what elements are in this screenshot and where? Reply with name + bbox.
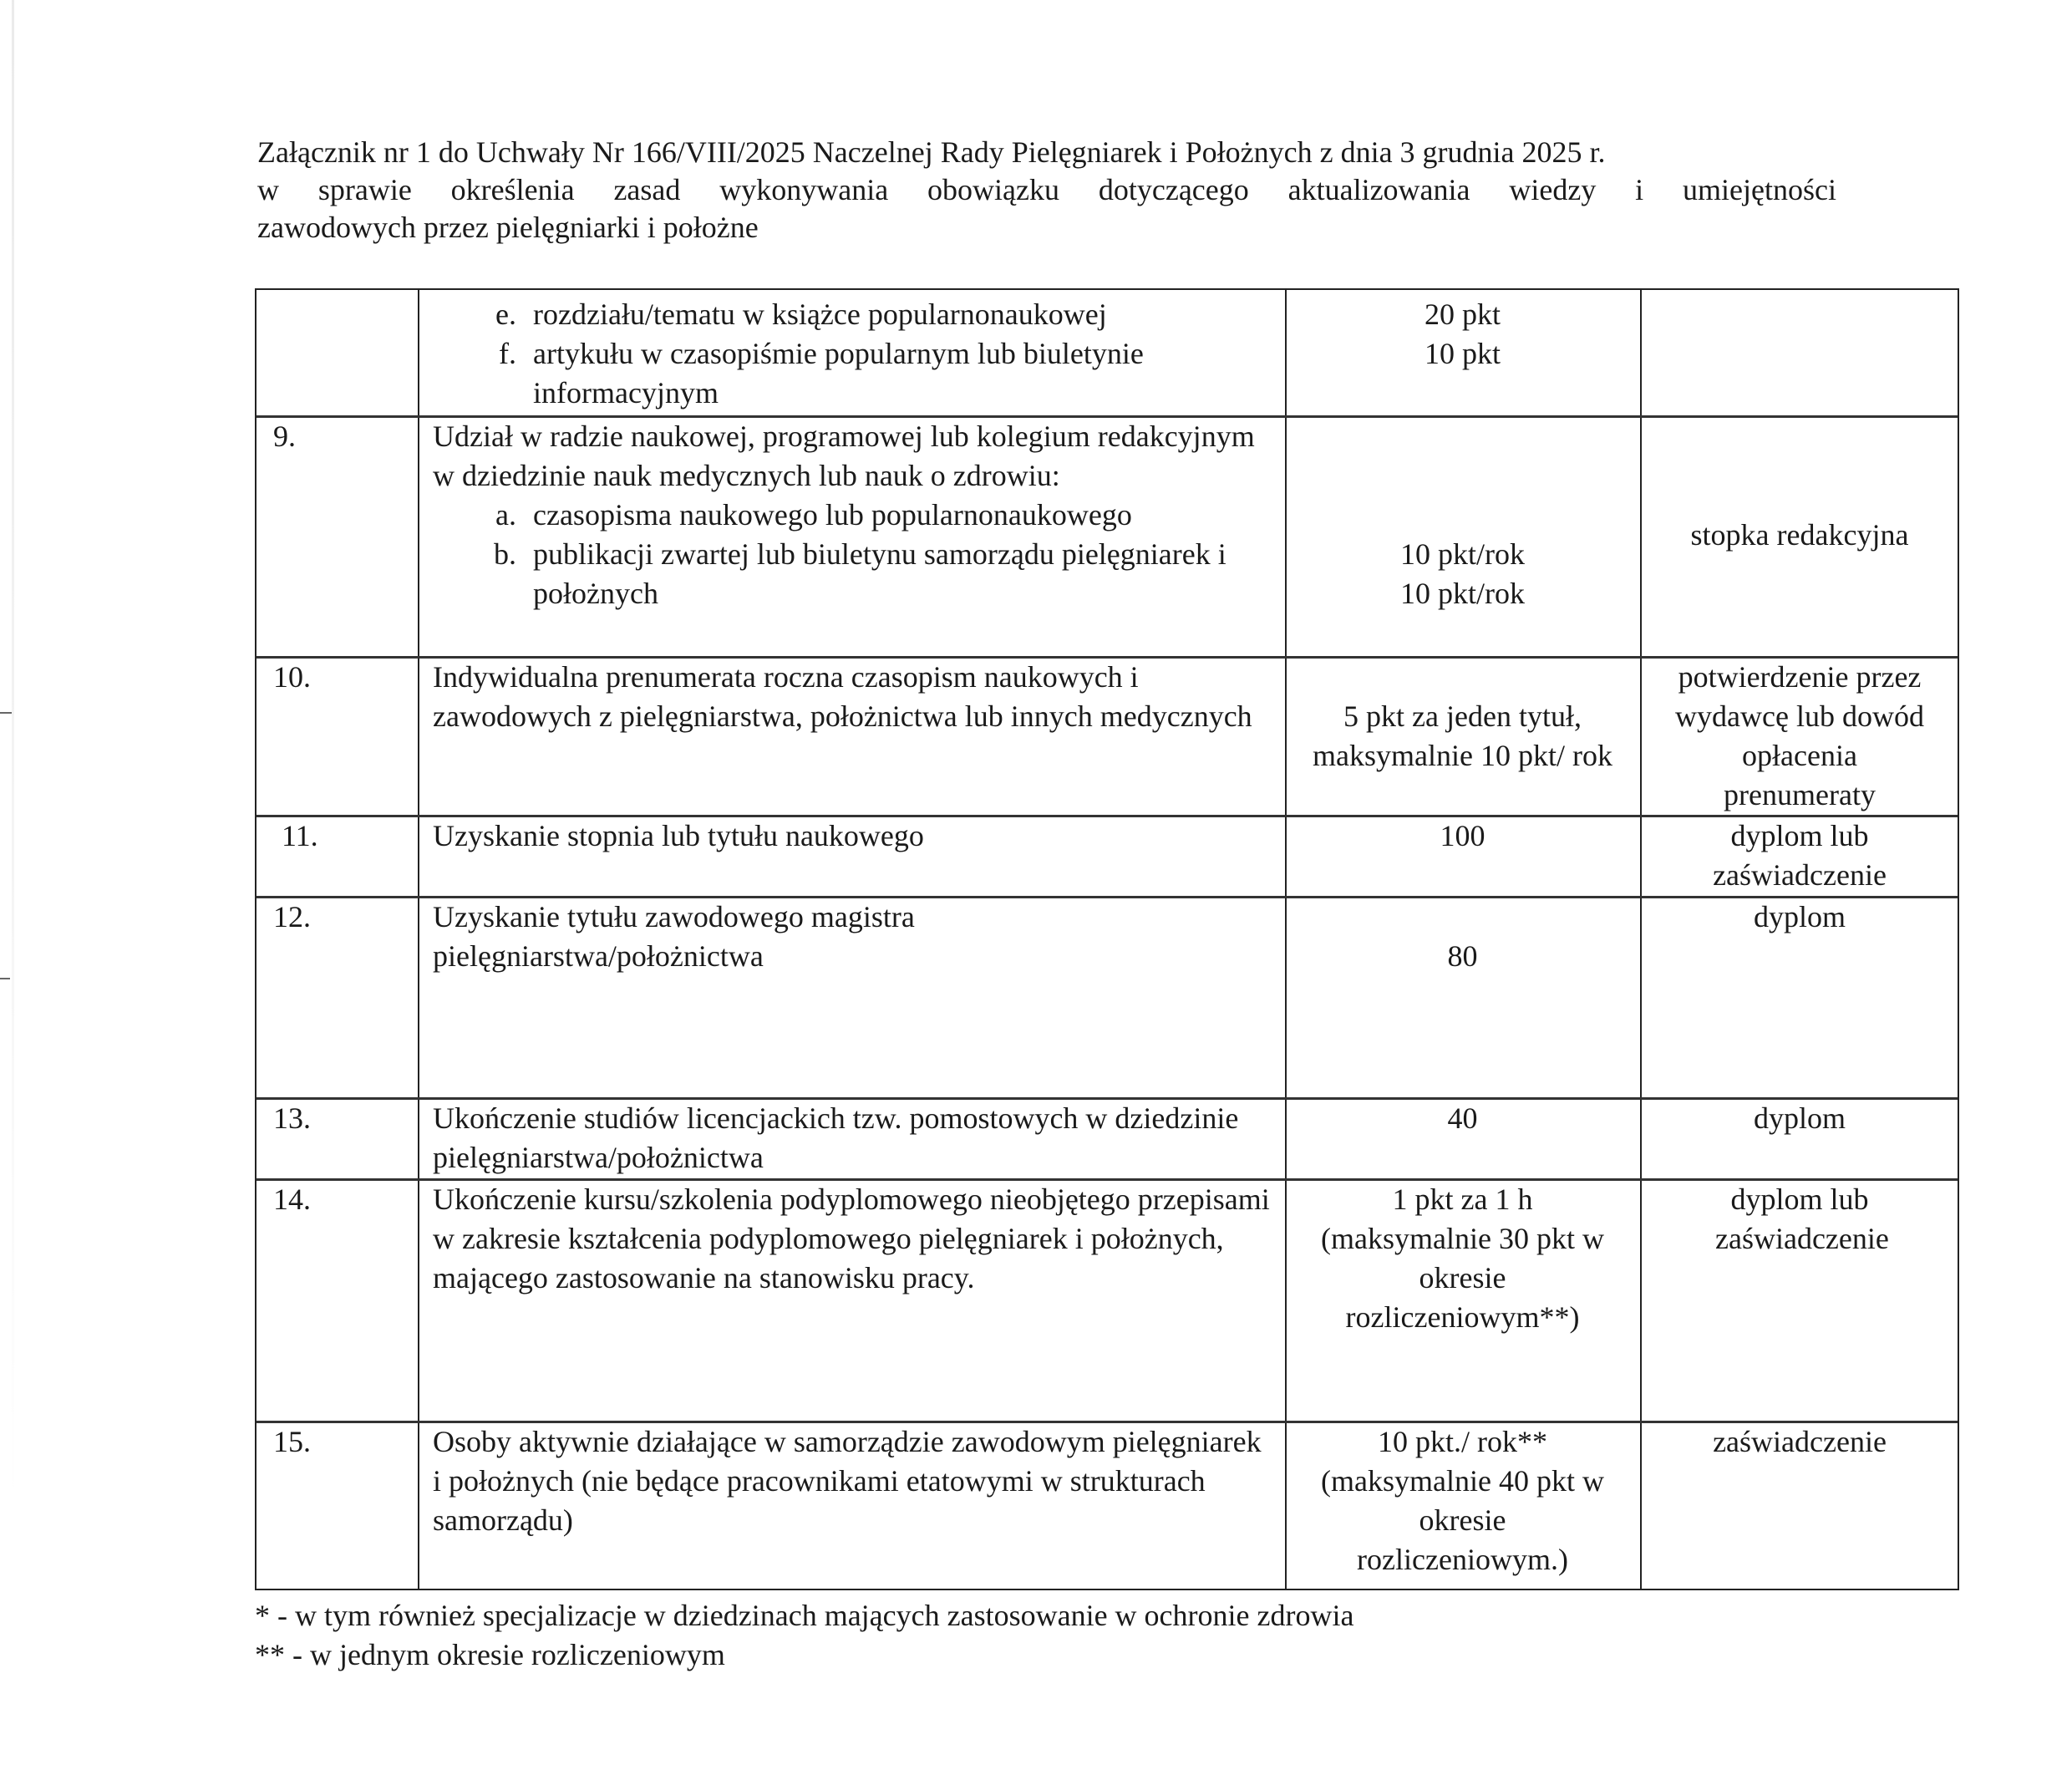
column-divider <box>1640 290 1642 1589</box>
subitem <box>433 334 1273 413</box>
row-text: Udział w radzie naukowej, programowej lub kolegium redakcyjnym w dziedzinie nauk medycznych lub nauk o zdrowiu: <box>433 420 1255 492</box>
points-cell: 40 <box>1447 1101 1478 1135</box>
header-line-3: zawodowych przez pielęgniarki i położne <box>257 211 759 244</box>
points-value: 10 pkt/rok <box>1400 537 1525 571</box>
row-description: Osoby aktywnie działające w samorządzie zawodowym pielęgniarek i położnych (nie będące pracownikami etatowymi w strukturach samorządu) <box>433 1425 1262 1537</box>
header-line-2: w sprawie określenia zasad wykonywania obowiązku dotyczącego aktualizowania wiedzy i umiejętności <box>257 173 1836 206</box>
subitem-label: b. <box>494 537 516 571</box>
proof-cell: dyplom lub zaświadczenie <box>1715 1183 1889 1255</box>
points-value: 10 pkt <box>1424 337 1501 370</box>
document-header <box>257 134 1836 247</box>
points-table <box>255 288 1959 1590</box>
points-cell: 10 pkt./ rok** (maksymalnie 40 pkt w okresie rozliczeniowym.) <box>1321 1425 1604 1576</box>
subitem-label: a. <box>495 498 516 532</box>
row-number: 13. <box>273 1101 311 1135</box>
row-number: 9. <box>273 420 296 453</box>
points-cell: 80 <box>1447 939 1478 973</box>
row-description: Indywidualna prenumerata roczna czasopism naukowych i zawodowych z pielęgniarstwa, położnictwa lub innych medycznych <box>433 660 1252 733</box>
subitem-text: rozdziału/tematu w książce popularnonaukowej <box>533 298 1107 331</box>
row-number: 11. <box>282 819 318 852</box>
header-line-1: Załącznik nr 1 do Uchwały Nr 166/VIII/2025 Naczelnej Rady Pielęgniarek i Położnych z dnia 3 grudnia 2025 r. <box>257 135 1606 169</box>
row-description: Ukończenie kursu/szkolenia podyplomowego nieobjętego przepisami w zakresie kształcenia podyplomowego pielęgniarek i położnych, mającego zastosowanie na stanowisku pracy. <box>433 1183 1270 1294</box>
subitem-text: artykułu w czasopiśmie popularnym lub biuletynie informacyjnym <box>533 337 1144 409</box>
subitem-text: publikacji zwartej lub biuletynu samorządu pielęgniarek i położnych <box>533 537 1226 610</box>
row-number: 15. <box>273 1425 311 1458</box>
subitem <box>433 295 1273 334</box>
proof-cell: dyplom lub zaświadczenie <box>1713 819 1887 892</box>
proof-cell: dyplom <box>1753 1101 1846 1135</box>
proof-cell: dyplom <box>1753 900 1846 933</box>
table-row-continuation-desc <box>418 295 1285 413</box>
footnote-1: * - w tym również specjalizacje w dziedzinach mających zastosowanie w ochronie zdrowia <box>255 1599 1354 1632</box>
footnotes <box>255 1596 1353 1675</box>
scan-edge-artifact <box>12 0 14 1504</box>
points-cell: 5 pkt za jeden tytuł, maksymalnie 10 pkt/ rok <box>1313 699 1612 772</box>
proof-cell: potwierdzenie przez wydawcę lub dowód opłacenia prenumeraty <box>1675 660 1924 811</box>
footnote-2: ** - w jednym okresie rozliczeniowym <box>255 1638 725 1671</box>
points-value: 20 pkt <box>1424 298 1501 331</box>
subitem-label: f. <box>499 337 516 370</box>
row-number: 12. <box>273 900 311 933</box>
subitem <box>433 496 1273 535</box>
row-number: 10. <box>273 660 311 694</box>
points-cell: 100 <box>1440 819 1485 852</box>
proof-cell: zaświadczenie <box>1713 1425 1887 1458</box>
points-cell <box>1285 295 1640 374</box>
points-value: 10 pkt/rok <box>1400 577 1525 610</box>
row-description: Uzyskanie stopnia lub tytułu naukowego <box>433 819 924 852</box>
subitem <box>433 535 1273 613</box>
row-number: 14. <box>273 1183 311 1216</box>
row-description: Uzyskanie tytułu zawodowego magistra pielęgniarstwa/położnictwa <box>433 900 915 973</box>
row-description: Ukończenie studiów licencjackich tzw. pomostowych w dziedzinie pielęgniarstwa/położnictwa <box>433 1101 1239 1174</box>
scan-margin-mark <box>0 712 12 714</box>
row-description <box>418 417 1285 613</box>
subitem-label: e. <box>495 298 516 331</box>
points-cell <box>1285 535 1640 613</box>
points-cell: 1 pkt za 1 h (maksymalnie 30 pkt w okresie rozliczeniowym**) <box>1321 1183 1604 1334</box>
subitem-text: czasopisma naukowego lub popularnonaukowego <box>533 498 1132 532</box>
proof-cell: stopka redakcyjna <box>1690 518 1909 552</box>
scan-margin-mark <box>0 978 10 979</box>
